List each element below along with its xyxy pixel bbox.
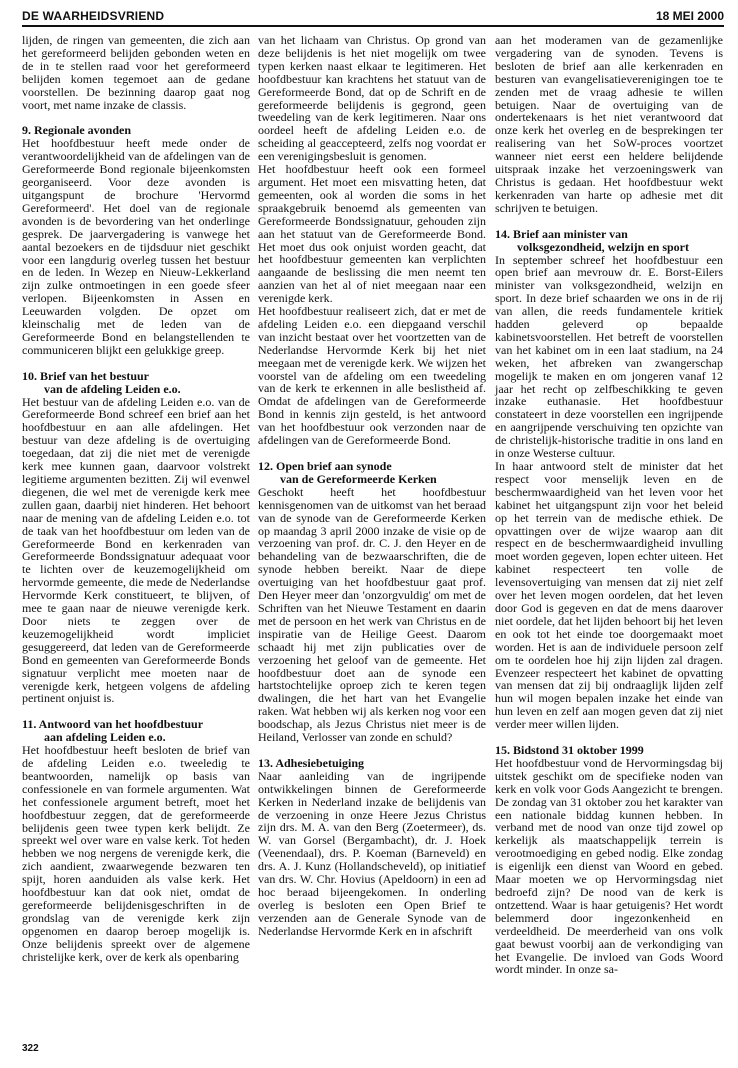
section-title: 10. Brief van het bestuur bbox=[22, 368, 149, 383]
paragraph: van het lichaam van Christus. Op grond van deze belijdenis is het niet mogelijk om twee typen kerken naast elkaar te legitimeren. Het hoofdbestuur kan krachtens het statuut van de Gereformeerde Bond, dat op de Schrift en de gereformeerde belijdenis is gegrond, geen tweedeling van de kerk legitimeren. Naar ons oordeel heeft de afdeling Leiden e.o. de scheiding al geaccepteerd, zelfs nog voordat er een verenigingsbesluit is genomen. bbox=[258, 33, 486, 164]
paragraph: In september schreef het hoofdbestuur een open brief aan mevrouw dr. E. Borst-Eilers minister van volksgezondheid, welzijn en sport. In deze brief schaarden we ons in de rij van allen, die reeds fundamentele kritiek hadden geleverd op bepaalde kabinetsvoorstellen. Het betreft de voorstellen van het kabinet om in een laat stadium, na 24 weken, het afbreken van zwangerschap mogelijk te maken en om jongeren vanaf 12 jaar het recht op zelfbeschikking te geven inzake euthanasie. Het hoofdbestuur constateert in deze voorstellen een ingrijpende en aangrijpende verschuiving ten opzichte van de christelijk-historische traditie in ons land en in onze Westerse cultuur. bbox=[495, 252, 723, 461]
paragraph: Naar aanleiding van de ingrijpende ontwikkelingen binnen de Gereformeerde Kerken in Nederland inzake de belijdenis van de verzoening in onze Heere Jezus Christus zijn drs. M. A. van den Berg (Zoetermeer), ds. W. van Gorsel (Bergambacht), dr. J. Hoek (Veenendaal), drs. P. Koeman (Barneveld) en drs. A. J. Kunz (Hollandscheveld), op initiatief van drs. W. Chr. Hovius (Apeldoorn) in een ad hoc beraad bijeengekomen. In onderling overleg is besloten een Open Brief te verzenden aan de Generale Synode van de Nederlandse Hervormde Kerk en in afschrift bbox=[258, 768, 486, 938]
page-number: 322 bbox=[22, 1043, 39, 1054]
paragraph: aan het moderamen van de gezamenlijke vergadering van de synoden. Tevens is besloten de brief aan alle kerkenraden en besturen van evangelisatieverenigingen toe te zenden met de vraag adhesie te willen betuigen. Naar de overtuiging van de ondertekenaars is het niet verantwoord dat onze kerk het overleg en de besprekingen ter realisering van het SoW-proces voortzet wanneer niet eerst een heldere belijdende uitspraak inzake het verzoeningswerk van Christus is gedaan. Het hoofdbestuur wekt kerkenraden van harte op adhesie met dit schrijven te betuigen. bbox=[495, 33, 723, 215]
section-heading-13 bbox=[258, 757, 486, 770]
section-heading-10 bbox=[22, 370, 250, 396]
paragraph: Het bestuur van de afdeling Leiden e.o. van de Gereformeerde Bond schreef een brief aan het hoofdbestuur en aan alle afdelingen. Het bestuur van deze afdeling is de overtuiging toegedaan, dat zij die niet met de verenigde kerk mee kunnen gaan, daarvoor volstrekt legitieme argumenten bezitten. Zij wil evenwel diegenen, die wel met de verenigde kerk mee zullen gaan, daarbij niet hinderen. Het behoort naar de mening van de afdeling Leiden e.o. tot de taak van het hoofdbestuur om leden van de Gereformeerde Bond en kerkenraden van Gereformeerde Bondssignatuur adequaat voor te lichten over de keuzemogelijkheid om hervormde gemeente, die mede de Nederlandse Hervormde Kerk constitueert, te blijven, of mee te gaan naar de nieuwe verenigde kerk. Door niets te zeggen over de keuzemogelijkheid wordt impliciet gesuggereerd, dat leden van de Gereformeerde Bond en gemeenten van Gereformeerde Bonds signatuur verplicht mee moeten naar de verenigde kerk, hetgeen volgens de afdeling pertinent onjuist is. bbox=[22, 394, 250, 706]
section-title: 11. Antwoord van het hoofdbestuur bbox=[22, 717, 204, 732]
paragraph: Geschokt heeft het hoofdbestuur kennisgenomen van de uitkomst van het beraad van de synode van de Gereformeerde Kerken op maandag 3 april 2000 inzake de visie op de verzoening van prof. dr. C. J. den Heyer en de behandeling van de bezwaarschriften, die de synode hebben bereikt. Naar de diepe overtuiging van het hoofdbestuur gaat prof. Den Heyer meer dan 'onzorgvuldig' om met de Schriften van het Nieuwe Testament en daarin met de persoon en het werk van Christus en de inspiratie van de Heilige Geest. Daarom schaadt hij met zijn publicaties over de verzoening het geloof van de gemeente. Het hoofdbestuur doet aan de synode een hartstochtelijke oproep zich te keren tegen dwalingen, die het hart van het Evangelie raken. Wat hebben wij als kerken nog voor een boodschap, als Jezus Christus niet meer is de Heiland, Verlosser van zonde en schuld? bbox=[258, 484, 486, 745]
section-subtitle: aan afdeling Leiden e.o. bbox=[44, 730, 166, 745]
column-2 bbox=[258, 34, 486, 938]
section-subtitle: volksgezondheid, welzijn en sport bbox=[517, 239, 690, 254]
paragraph: Het hoofdbestuur vond de Hervormingsdag bij uitstek geschikt om de specifieke noden van kerk en volk voor Gods Aangezicht te brengen. De zondag van 31 oktober zou het karakter van een nationale biddag kunnen hebben. In verband met de nood van onze tijd zowel op kerkelijk als maatschappelijk terrein is verootmoediging en gebed nodig. Elke zondag is eigenlijk een dienst van Woord en gebed. Maar moeten we op Hervormingsdag niet bedroefd zijn? De nood van de kerk is ontzettend. Waar is haar getuigenis? Het wordt belemmerd door ingezonkenheid en verdeeldheid. De meerderheid van ons volk gaat bewust voorbij aan de verkondiging van het Evangelie. De invloed van Gods Woord wordt minder. In onze sa- bbox=[495, 755, 723, 977]
section-heading-15 bbox=[495, 744, 723, 757]
section-title: 13. Adhesiebetuiging bbox=[258, 755, 365, 770]
section-heading-12 bbox=[258, 460, 486, 486]
paragraph: Het hoofdbestuur heeft besloten de brief van de afdeling Leiden e.o. tweeledig te beantwoorden, namelijk op basis van confessionele en van formele argumenten. Wat het confessionele argument betreft, moet het hoofdbestuur zeggen, dat de gereformeerde belijdenis geen twee typen kerk belijdt. Ze spreekt wel over ware en valse kerk. Tot heden hebben we nog nergens de verenigde kerk, die zich aandient, zwaarwegende bezwaren ten spijt, horen aanduiden als valse kerk. Het hoofdbestuur kan dat ook niet, omdat de gereformeerde belijdenisgeschriften in de grondslag van de verenigde kerk zijn opgenomen en daarop beroep mogelijk is. Onze belijdenis spreekt over de algemene christelijke kerk, over de kerk als openbaring bbox=[22, 743, 250, 964]
issue-date: 18 MEI 2000 bbox=[655, 9, 724, 23]
section-subtitle: van de Gereformeerde Kerken bbox=[280, 471, 437, 486]
paragraph: Het hoofdbestuur realiseert zich, dat er met de afdeling Leiden e.o. een diepgaand verschil van inzicht bestaat over het voortzetten van de Nederlandse Hervormde Kerk bij het niet meegaan met de verenigde kerk. We wijzen het voorstel van de afdeling om een tweedeling van de kerk te erkennen in alle beslistheid af. Omdat de afdelingen van de Gereformeerde Bond in kennis zijn gesteld, is het antwoord van het hoofdbestuur ook verzonden naar de afdelingen van de Gereformeerde Bond. bbox=[258, 304, 486, 448]
section-title: 9. Regionale avonden bbox=[22, 123, 132, 138]
section-heading-11 bbox=[22, 718, 250, 744]
section-heading-14 bbox=[495, 228, 723, 254]
paragraph: lijden, de ringen van gemeenten, die zich aan het gereformeerd belijden gebonden weten en de in te stellen raad voor het gereformeerd belijden komen tegemoet aan de gedane voorstellen. De bezinning daarop gaat nog voort, met name inzake de classis. bbox=[22, 33, 250, 112]
column-3 bbox=[495, 34, 723, 976]
section-title: 14. Brief aan minister van bbox=[495, 226, 628, 241]
paragraph: In haar antwoord stelt de minister dat het respect voor menselijk leven en de beschermwaardigheid van het leven voor het kabinet het uitgangspunt zijn voor het beleid op het terrein van de medische ethiek. De opvattingen over de wijze waarop aan dit respect en de beschermwaardigheid invulling moet worden gegeven, lopen echter uiteen. Het kabinet respecteert ten volle de levensovertuiging van mensen dat zij niet zelf over het leven mogen oordelen, dat het leven door God is gegeven en dat de mens daarover niet oordele, dat het lijden behoort bij het leven en ook tot het einde toe doorgemaakt moet worden. Het is aan de individuele persoon zelf om te oordelen hoe hij zijn lijden zal dragen. Evenzeer respecteert het kabinet de opvatting van mensen dat zij bij ondraaglijk lijden zelf hun wil mogen bepalen inzake het einde van hun leven en zelf aan mogen geven dat zij niet verder meer willen lijden. bbox=[495, 459, 723, 732]
section-subtitle: van de afdeling Leiden e.o. bbox=[44, 381, 181, 396]
paragraph: Het hoofdbestuur heeft ook een formeel argument. Het moet een misvatting heten, dat gemeenten, ook al worden die soms in het spraakgebruik benoemd als gemeenten van Gereformeerde Bondssignatuur, gehouden zijn aan het statuut van de Gereformeerde Bond. Het moet dus ook onjuist worden geacht, dat het hoofdbestuur gemeenten kan verplichten aangaande de beslissing die men neemt ten aanzien van het al of niet meegaan naar een verenigde kerk. bbox=[258, 162, 486, 306]
publication-title: DE WAARHEIDSVRIEND bbox=[22, 9, 165, 23]
paragraph: Het hoofdbestuur heeft mede onder de verantwoordelijkheid van de afdelingen van de Gereformeerde Bond regionale bijeenkomsten georganiseerd. Voor deze avonden is uitgangspunt de brochure 'Hervormd Gereformeerd'. Het doel van de regionale avonden is de bevordering van het onderlinge gesprek. De jaarvergadering is vanwege het aantal bezoekers en de tijdsduur niet geschikt voor een langdurig overleg tussen het bestuur en de leden. In Wezep en Nieuw-Lekkerland zijn zulke ontmoetingen in een goede sfeer verlopen. Bijeenkomsten in Assen en Leeuwarden volgden. De opzet om kleinschalig met de leden van de Gereformeerde Bond en belangstellenden te communiceren blijkt een gelukkige greep. bbox=[22, 136, 250, 357]
section-title: 15. Bidstond 31 oktober 1999 bbox=[495, 743, 644, 758]
column-1 bbox=[22, 34, 250, 964]
page-header bbox=[22, 5, 724, 27]
section-title: 12. Open brief aan synode bbox=[258, 459, 392, 473]
